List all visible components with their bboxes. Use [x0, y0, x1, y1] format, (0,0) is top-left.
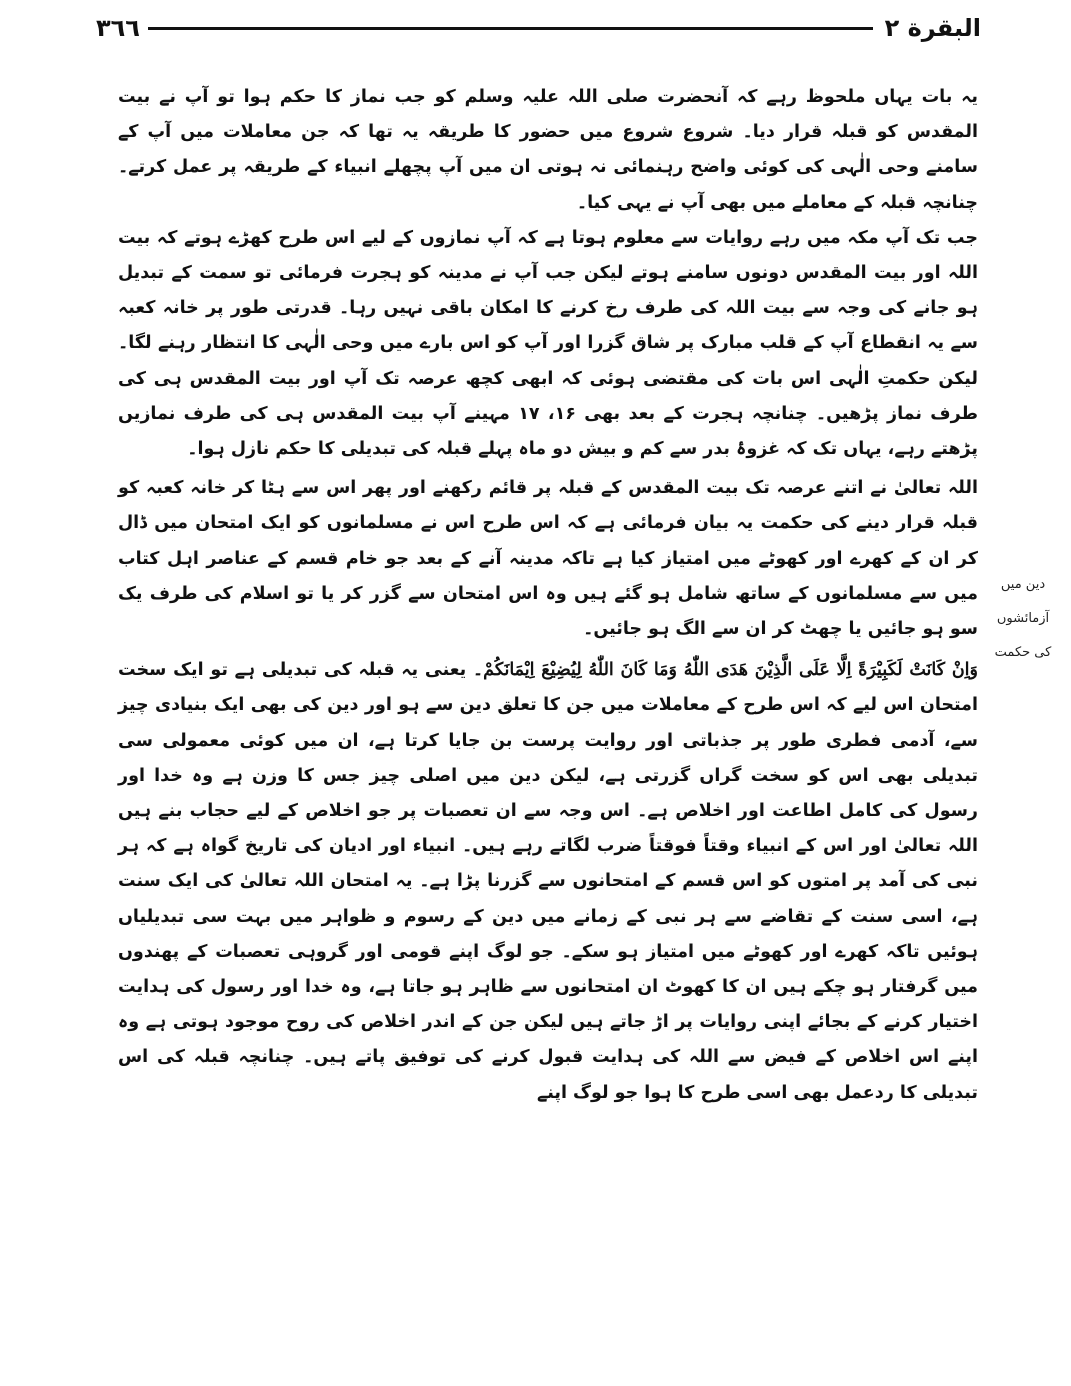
page-number: ٣٦٦: [96, 14, 140, 42]
margin-note-line-2: آزمائشوں: [996, 611, 1050, 626]
surah-title: البقرة ٢: [884, 14, 981, 42]
commentary-text: [118, 80, 978, 1111]
verse-explanation: ۔ یعنی یہ قبلہ کی تبدیلی ہے تو ایک سخت امتحان اس لیے کہ اس طرح کے معاملات میں جن کا تعلق دین سے ہو اور دین کی بھی ایک بنیادی چیز سے، آدمی فطری طور پر جذباتی اور روایت پرست بن جایا کرتا ہے، ان میں کوئی معمولی سی تبدیلی بھی اس کو سخت گراں گزرتی ہے، لیکن دین میں اصلی چیز جس کا وزن ہے وہ خدا اور رسول کی کامل اطاعت اور اخلاص ہے۔ اس وجہ سے ان تعصبات پر جو اخلاص کے لیے حجاب بنے ہیں اللہ تعالیٰ اور اس کے انبیاء وقتاً فوقتاً ضرب لگاتے رہے ہیں۔ انبیاء اور ادیان کی تاریخ گواہ ہے کہ ہر نبی کی آمد پر امتوں کو اس قسم کے امتحانوں سے گزرنا پڑا ہے۔ یہ امتحان اللہ تعالیٰ کی ایک سنت ہے، اسی سنت کے تقاضے سے ہر نبی کے زمانے میں دین کے رسوم و ظواہر میں بہت سی تبدیلیاں ہوئیں تاکہ کھرے اور کھوٹے میں امتیاز ہو سکے۔ جو لوگ اپنے قومی اور گروہی تعصبات کے پھندوں میں گرفتار ہو چکے ہیں ان کا کھوٹ ان امتحانوں سے ظاہر ہو جاتا ہے، وہ خدا اور رسول کی ہدایت اختیار کرنے کے بجائے اپنی روایات پر اڑ جاتے ہیں لیکن جن کے اندر اخلاص کی روح موجود ہوتی ہے وہ اپنے اس اخلاص کے فیض سے اللہ کی ہدایت قبول کرنے کی توفیق پاتے ہیں۔ چنانچہ قبلہ کی اس تبدیلی کا ردعمل بھی اسی طرح کا ہوا جو لوگ اپنے: [118, 660, 978, 1103]
page-header: [96, 6, 981, 50]
quran-verse: وَاِنْ كَانَتْ لَكَبِیْرَةً اِلَّا عَلَى الَّذِیْنَ هَدَى اللّٰهُ وَمَا كَانَ اللّٰهُ لِیُضِیْعَ اِیْمَانَكُمْ: [483, 660, 978, 681]
header-rule: [148, 27, 873, 30]
margin-note-line-3: کی حکمت: [994, 645, 1052, 660]
paragraph-wisdom-of-test: اللہ تعالیٰ نے اتنے عرصہ تک بیت المقدس کے قبلہ پر قائم رکھنے اور پھر اس سے ہٹا کر خانہ کعبہ کو قبلہ قرار دینے کی حکمت یہ بیان فرمائی ہے کہ اس طرح اس نے مسلمانوں کو ایک امتحان میں ڈال کر ان کے کھرے اور کھوٹے میں امتیاز کیا ہے تاکہ مدینہ آنے کے بعد جو خام قسم کے عناصر اہل کتاب میں سے مسلمانوں کے ساتھ شامل ہو گئے ہیں وہ اس امتحان سے گزر کر یا تو اسلام کی طرف یک سو ہو جائیں یا چھٹ کر ان سے الگ ہو جائیں۔: [118, 478, 978, 640]
paragraph-verse-commentary: [118, 653, 978, 1111]
margin-note: [988, 568, 1058, 670]
paragraph-qibla-intro: یہ بات یہاں ملحوظ رہے کہ آنحضرت صلی اللہ علیہ وسلم کو جب نماز کا حکم ہوا تو آپ نے بیت المقدس کو قبلہ قرار دیا۔ شروع شروع میں حضور کا طریقہ یہ تھا کہ جن معاملات میں آپ کے سامنے وحی الٰہی کی کوئی واضح رہنمائی نہ ہوتی ان میں آپ پچھلے انبیاء کے طریقہ پر عمل کرتے۔ چنانچہ قبلہ کے معاملے میں بھی آپ نے یہی کیا۔: [118, 87, 978, 213]
margin-note-line-1: دین میں: [1000, 577, 1046, 592]
paragraph-makkah-madinah: جب تک آپ مکہ میں رہے روایات سے معلوم ہوتا ہے کہ آپ نمازوں کے لیے اس طرح کھڑے ہوتے کہ بیت اللہ اور بیت المقدس دونوں سامنے ہوتے لیکن جب آپ نے مدینہ کو ہجرت فرمائی تو سمت کے تبدیل ہو جانے کی وجہ سے بیت اللہ کی طرف رخ کرنے کا امکان باقی نہیں رہا۔ قدرتی طور پر خانہ کعبہ سے یہ انقطاع آپ کے قلب مبارک پر شاق گزرا اور آپ کو اس بارے میں وحی الٰہی کا انتظار رہنے لگا۔ لیکن حکمتِ الٰہی اس بات کی مقتضی ہوئی کہ ابھی کچھ عرصہ تک آپ اور بیت المقدس ہی کی طرف نماز پڑھیں۔ چنانچہ ہجرت کے بعد بھی ۱۶، ۱۷ مہینے آپ بیت المقدس ہی کی طرف نمازیں پڑھتے رہے، یہاں تک کہ غزوۂ بدر سے کم و بیش دو ماہ پہلے قبلہ کی تبدیلی کا حکم نازل ہوا۔: [118, 227, 979, 460]
